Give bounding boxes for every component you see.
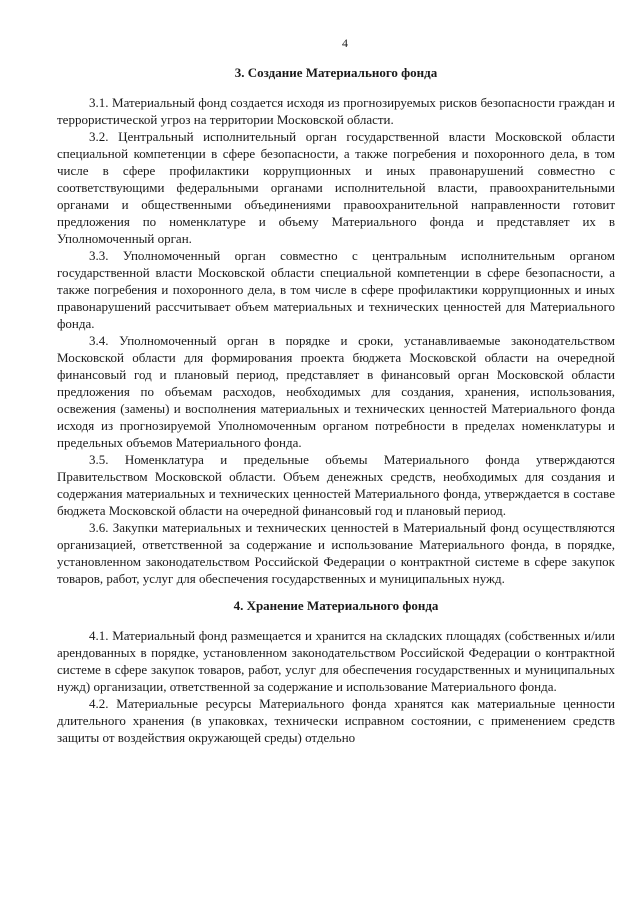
- section-3: [57, 64, 615, 587]
- section-spacer: [57, 587, 615, 597]
- paragraph-3-5: 3.5. Номенклатура и предельные объемы Материального фонда утверждаются Правительством Московской области. Объем денежных средств, необходимых для создания и содержания материальных и технических ценностей Материального фонда, утверждается в составе бюджета Московской области на очередной финансовый год и плановый период.: [57, 452, 615, 518]
- paragraph-3-3: 3.3. Уполномоченный орган совместно с центральным исполнительным органом государственной власти Московской области специальной компетенции в сфере безопасности, а также погребения и похоронного дела, в том числе в сфере профилактики коррупционных и иных правонарушений рассчитывает объем материальных и технических ценностей для Материального фонда.: [57, 248, 615, 331]
- paragraph-3-1: 3.1. Материальный фонд создается исходя из прогнозируемых рисков безопасности граждан и террористической угроз на территории Московской области.: [57, 95, 615, 127]
- section-heading: 4. Хранение Материального фонда: [233, 598, 439, 613]
- page-number: 4: [342, 36, 348, 50]
- section-heading: 3. Создание Материального фонда: [234, 65, 438, 80]
- section-4: [57, 597, 615, 746]
- paragraph-3-6: 3.6. Закупки материальных и технических ценностей в Материальный фонд осуществляются организацией, ответственной за содержание и использование Материального фонда, в порядке, установленном законодательством Российской Федерации о контрактной системе в сфере закупок товаров, работ, услуг для обеспечения государственных и муниципальных нужд.: [57, 520, 615, 586]
- paragraph-4-2: 4.2. Материальные ресурсы Материального фонда хранятся как материальные ценности длительного хранения (в упаковках, технически исправном состоянии, с применением средств защиты от воздействия окружающей среды) отдельно: [57, 696, 615, 745]
- paragraph-3-2: 3.2. Центральный исполнительный орган государственной власти Московской области специальной компетенции в сфере безопасности, а также погребения и похоронного дела, в том числе в сфере профилактики коррупционных и иных правонарушений совместно с соответствующими федеральными органами исполнительной власти, правоохранительными органами и общественными объединениями правоохранительной направленности готовит предложения по номенклатуре и объему Материального фонда и представляет их в Уполномоченный орган.: [57, 129, 615, 246]
- paragraph-3-4: 3.4. Уполномоченный орган в порядке и сроки, устанавливаемые законодательством Московской области для формирования проекта бюджета Московской области на очередной финансовый год и плановый период, представляет в финансовый орган Московской области предложения по объемам расходов, необходимых для создания, хранения, использования, освежения (замены) и восполнения материальных и технических ценностей Материального фонда исходя из прогнозируемой Уполномоченным органом потребности в пределах номенклатуры и предельных объемов Материального фонда.: [57, 333, 615, 450]
- paragraph-4-1: 4.1. Материальный фонд размещается и хранится на складских площадях (собственных и/или арендованных в порядке, установленном законодательством Российской Федерации о контрактной системе в сфере закупок товаров, работ, услуг для обеспечения государственных и муниципальных нужд) организации, ответственной за содержание и использование Материального фонда.: [57, 628, 615, 694]
